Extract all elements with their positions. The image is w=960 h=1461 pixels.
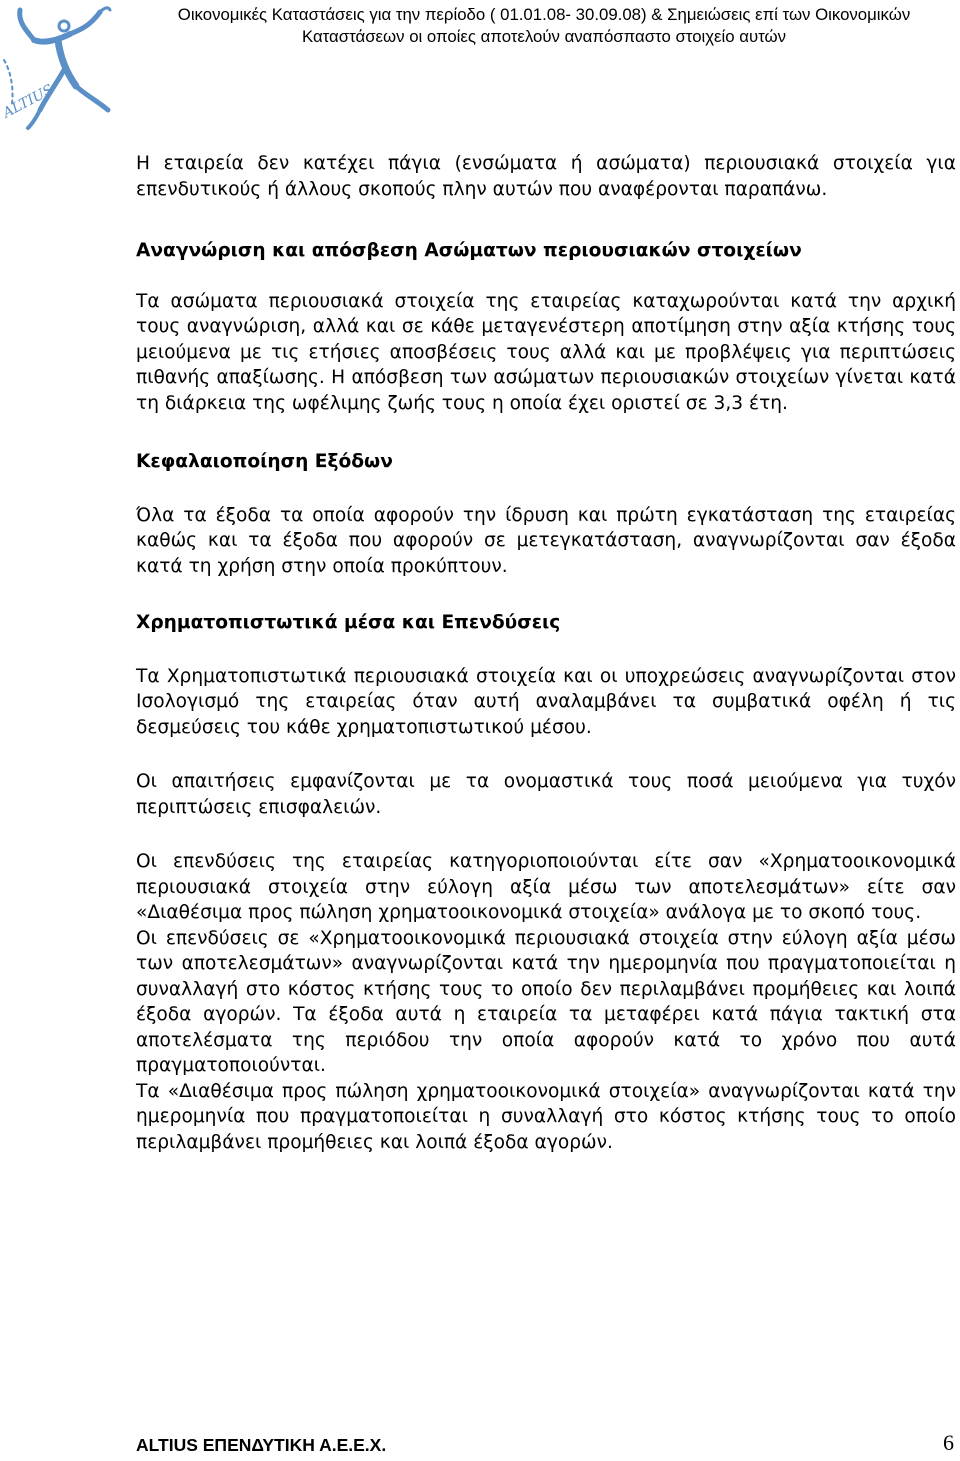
footer-company-name: ALTIUS ΕΠΕΝΔΥΤΙΚΗ Α.Ε.Ε.Χ. bbox=[136, 1435, 387, 1455]
logo-wordmark: ALTIUS bbox=[0, 81, 57, 122]
header-line-1: Οικονομικές Καταστάσεις για την περίοδο ( 01.01.08- 30.09.08) & Σημειώσεις επί των Οικονομικών bbox=[177, 5, 911, 24]
intangibles-paragraph: Τα ασώματα περιουσιακά στοιχεία της εταιρείας καταχωρούνται κατά την αρχική τους αναγνώριση, αλλά και σε κάθε μεταγενέστερη αποτίμηση στην αξία κτήσης τους μειούμενα με τις ετήσιες αποσβέσεις τους αλλά και με προβλέψεις για περιπτώσεις πιθανής απαξίωσης. Η απόσβεση των ασώματων περιουσιακών στοιχείων γίνεται κατά τη διάρκεια της ωφέλιμης ζωής τους η οποία έχει οριστεί σε 3,3 έτη. bbox=[136, 290, 956, 414]
capitalization-paragraph: Όλα τα έξοδα τα οποία αφορούν την ίδρυση και πρώτη εγκατάσταση της εταιρείας καθώς και τα έξοδα που αφορούν σε μετεγκατάσταση, αναγνωρίζονται σαν έξοδα κατά τη χρήση στην οποία προκύπτουν. bbox=[136, 504, 956, 577]
intro-paragraph: Η εταιρεία δεν κατέχει πάγια (ενσώματα ή ασώματα) περιουσιακά στοιχεία για επενδυτικούς ή άλλους σκοπούς πλην αυτών που αναφέρονται παραπάνω. bbox=[136, 153, 956, 200]
logo-figure-graphic bbox=[0, 0, 118, 140]
document-body bbox=[136, 151, 956, 1155]
receivables-paragraph: Οι απαιτήσεις εμφανίζονται με τα ονομαστικά τους ποσά μειούμενα για τυχόν περιπτώσεις επισφαλειών. bbox=[136, 771, 956, 818]
available-for-sale-paragraph: Τα «Διαθέσιμα προς πώληση χρηματοοικονομικά στοιχεία» αναγνωρίζονται κατά την ημερομηνία που πραγματοποιείται η συναλλαγή στο κόστος κτήσης τους το οποίο περιλαμβάνει προμήθειες και λοιπά έξοδα αγορών. bbox=[136, 1080, 956, 1153]
page-number: 6 bbox=[943, 1430, 954, 1455]
page-header bbox=[128, 4, 960, 48]
section-heading-financial-instruments: Χρηματοπιστωτικά μέσα και Επενδύσεις bbox=[136, 612, 561, 633]
section-heading-intangibles: Αναγνώριση και απόσβεση Ασώματων περιουσιακών στοιχείων bbox=[136, 240, 802, 261]
header-line-2: Καταστάσεων οι οποίες αποτελούν αναπόσπαστο στοιχείο αυτών bbox=[301, 27, 787, 46]
company-logo bbox=[0, 0, 118, 140]
investments-classification-paragraph: Οι επενδύσεις της εταιρείας κατηγοριοποιούνται είτε σαν «Χρηματοοικονομικά περιουσιακά στοιχεία στην εύλογη αξία μέσω των αποτελεσμάτων» είτε σαν «Διαθέσιμα προς πώληση χρηματοοικονομικά στοιχεία» ανάλογα με το σκοπό τους. bbox=[136, 851, 956, 923]
financial-instruments-paragraph: Τα Χρηματοπιστωτικά περιουσιακά στοιχεία και οι υποχρεώσεις αναγνωρίζονται στον Ισολογισμό της εταιρείας όταν αυτή αναλαμβάνει τα συμβατικά οφέλη ή τις δεσμεύσεις του κάθε χρηματοπιστωτικού μέσου. bbox=[136, 665, 956, 738]
section-heading-capitalization: Κεφαλαιοποίηση Εξόδων bbox=[136, 451, 393, 472]
fair-value-investments-paragraph: Οι επενδύσεις σε «Χρηματοοικονομικά περιουσιακά στοιχεία στην εύλογη αξία μέσω των αποτελεσμάτων» αναγνωρίζονται κατά την ημερομηνία που πραγματοποιείται η συναλλαγή στο κόστος κτήσης τους το οποίο δεν περιλαμβάνει προμήθειες και λοιπά έξοδα αγορών. Τα έξοδα αυτά η εταιρεία τα μεταφέρει κατά πάγια τακτική στα αποτελέσματα της περιόδου την οποία αφορούν κατά το χρόνο που αυτά πραγματοποιούνται. bbox=[136, 927, 956, 1076]
